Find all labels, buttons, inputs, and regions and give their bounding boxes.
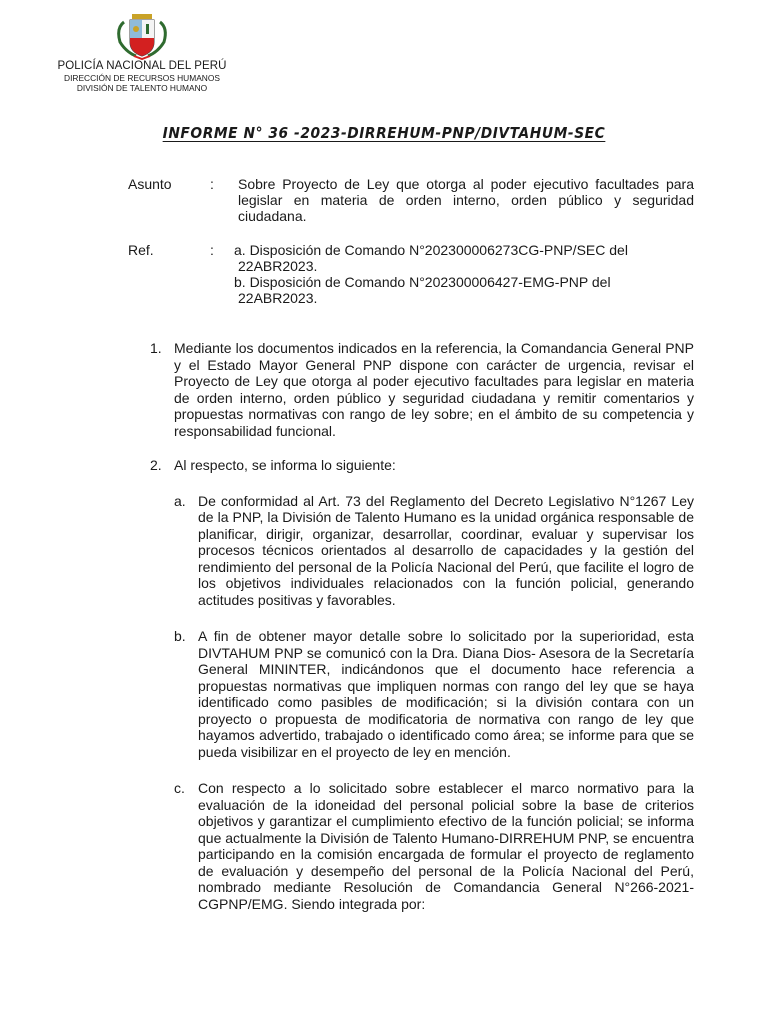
subitem-a [174, 493, 694, 609]
subject-block [0, 176, 768, 226]
org-name: POLICÍA NACIONAL DEL PERÚ [57, 60, 227, 72]
subitem-text: A fin de obtener mayor detalle sobre lo solicitado por la superioridad, esta DIVTAHUM PNP se comunicó con la Dra. Diana Dios- Asesora de la Secretaría General MININTER, indicándonos que el documento hace referencia a propuestas normativas que impliquen normas con rango del ley que se haya identificado como pasibles de modificación; si la división contara con un proyecto o propuesta de modificatoria de normativa con rango de ley que hayamos advertido, trabajado o identificado como área; se informe para que se pueda visibilizar en el proyecto de ley en mención. [198, 628, 694, 760]
subitem-b [174, 628, 694, 760]
subitem-letter: a. [174, 492, 186, 509]
reference-b-line2: 22ABR2023. [238, 290, 318, 306]
reference-a-line2: 22ABR2023. [238, 258, 318, 274]
report-title: INFORME N° 36 -2023-DIRREHUM-PNP/DIVTAHUM-SEC [162, 124, 606, 142]
paragraph-1 [150, 340, 694, 439]
subitem-text: De conformidad al Art. 73 del Reglamento del Decreto Legislativo N°1267 Ley de la PNP, la División de Talento Humano es la unidad orgánica responsable de planificar, dirigir, organizar, desarrollar, coordinar, evaluar y supervisar los procesos técnicos orientados al desarrollo de capacidades y la gestión del rendimiento del personal de la Policía Nacional del Perú, que facilite el logro de los objetivos individuales relacionados con la función policial, generando actitudes positivas y favorables. [198, 492, 694, 608]
paragraph-text: Mediante los documentos indicados en la referencia, la Comandancia General PNP y el Estado Mayor General PNP dispone con carácter de urgencia, revisar el Proyecto de Ley que otorga al poder ejecutivo facultades para legislar en materia de orden interno, orden público y seguridad ciudadana y remitir comentarios y propuestas normativas con rango de ley sobre; en el ámbito de su competencia y responsabilidad funcional. [174, 340, 694, 439]
subject-colon: : [210, 176, 214, 192]
subitem-text: Con respecto a lo solicitado sobre establecer el marco normativo para la evaluación de la idoneidad del personal policial sobre la base de criterios objetivos y garantizar el cumplimiento efectivo de la función policial; se informa que actualmente la División de Talento Humano-DIRREHUM PNP, se encuentra participando en la comisión encargada de formular el proyecto de reglamento de evaluación y desempeño del personal de la Policía Nacional del Perú, nombrado mediante Resolución de Comandancia General N°266-2021-CGPNP/EMG. Siendo integrada por: [198, 780, 694, 912]
reference-label: Ref. [128, 242, 154, 258]
paragraph-number: 2. [150, 457, 162, 473]
coat-of-arms-icon [112, 12, 172, 60]
reference-b-line1: b. Disposición de Comando N°202300006427-EMG-PNP del [234, 274, 611, 290]
letterhead [22, 12, 262, 93]
paragraph-text: Al respecto, se informa lo siguiente: [174, 457, 396, 473]
report-body [150, 340, 694, 932]
paragraph-2 [150, 457, 694, 474]
subject-text: Sobre Proyecto de Ley que otorga al poder ejecutivo facultades para legislar en materia de orden interno, orden público y seguridad ciudadana. [238, 176, 694, 224]
paragraph-number: 1. [150, 340, 162, 356]
subitem-letter: b. [174, 628, 186, 644]
subitem-letter: c. [174, 780, 185, 796]
org-division: DIVISIÓN DE TALENTO HUMANO [76, 83, 208, 93]
subitem-c [174, 780, 694, 912]
reference-block [0, 242, 768, 312]
reference-colon: : [210, 242, 214, 258]
reference-a-line1: a. Disposición de Comando N°202300006273CG-PNP/SEC del [234, 242, 628, 258]
org-directorate: DIRECCIÓN DE RECURSOS HUMANOS [64, 73, 220, 83]
subject-label: Asunto [128, 176, 172, 192]
